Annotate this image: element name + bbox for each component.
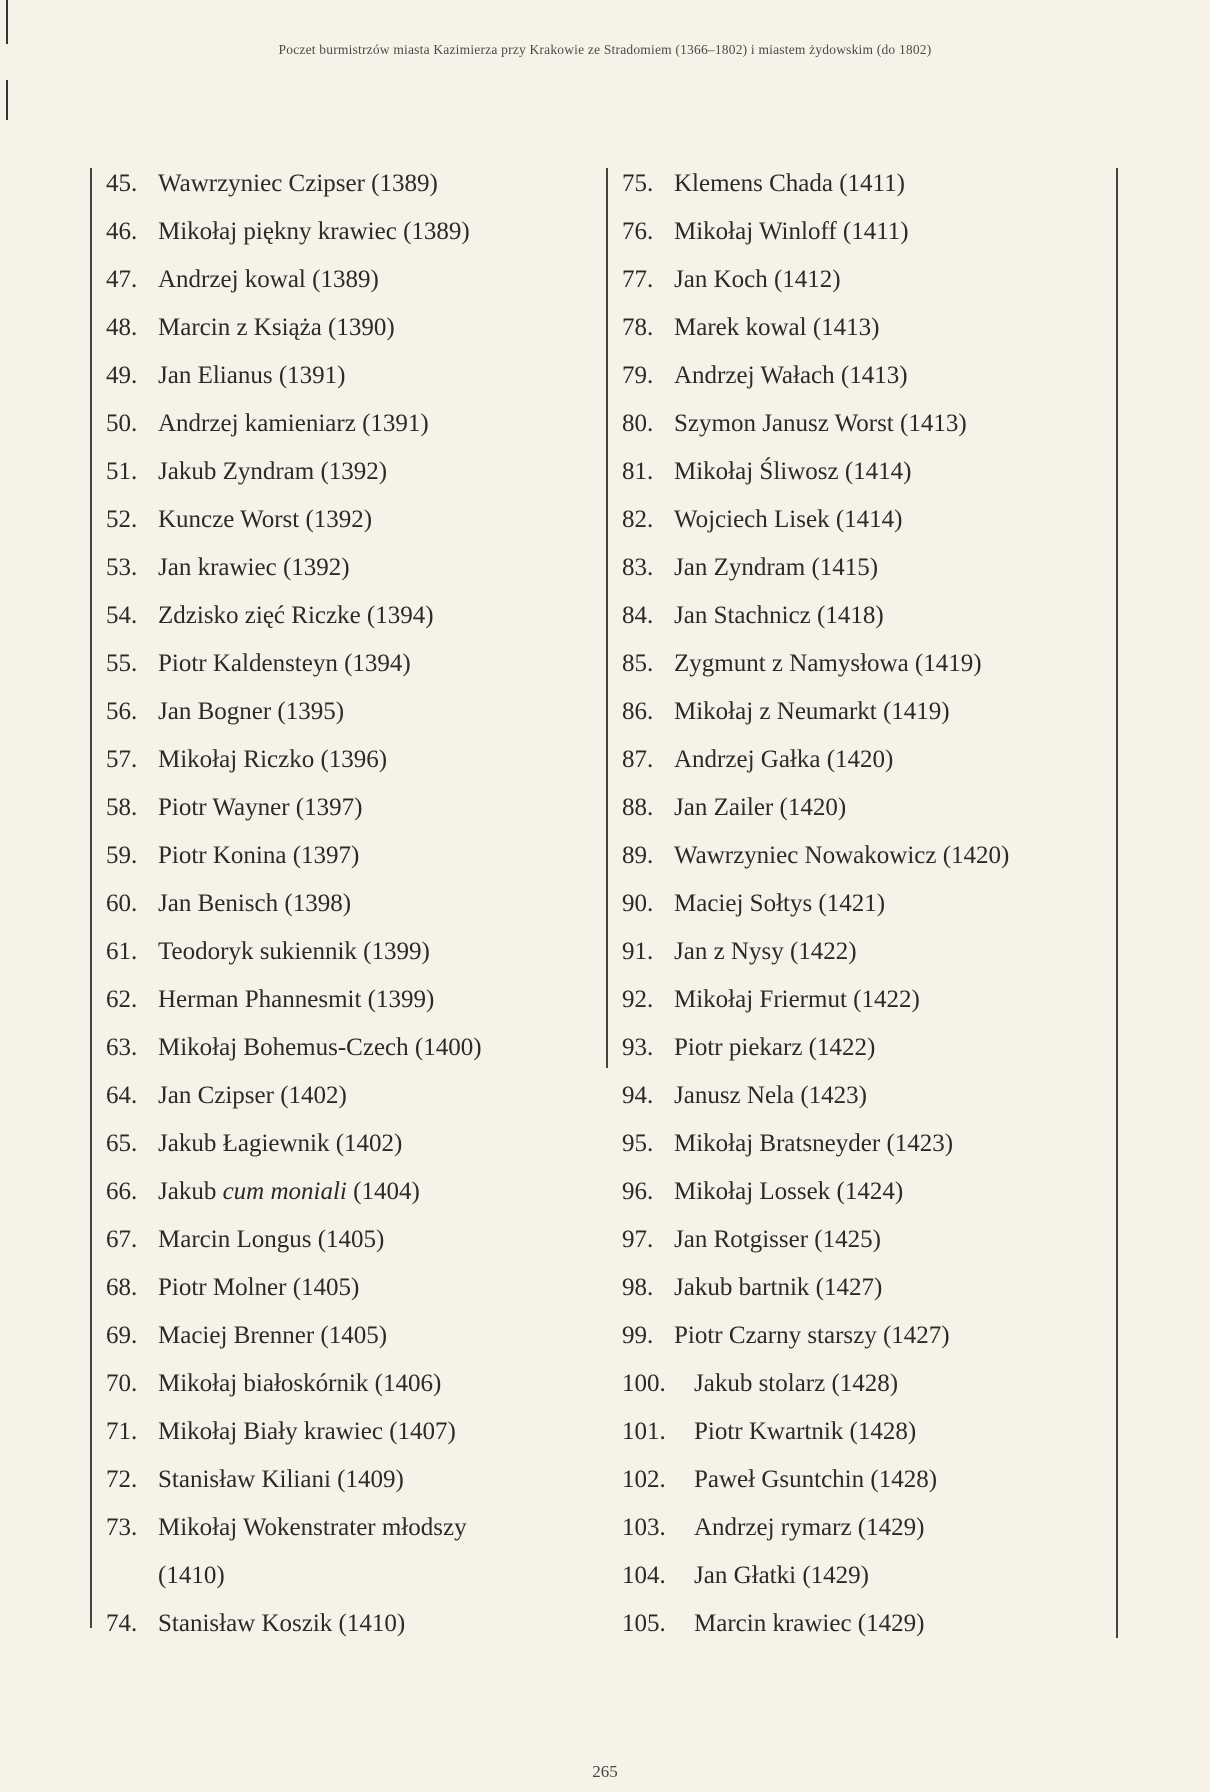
entry-name bbox=[158, 1168, 420, 1216]
list-item bbox=[622, 1360, 1009, 1408]
entry-name: Janusz Nela (1423) bbox=[674, 1082, 867, 1109]
entry-number: 80. bbox=[622, 410, 654, 437]
list-item bbox=[106, 160, 482, 208]
entry-name: Andrzej kamieniarz (1391) bbox=[158, 410, 429, 437]
entry-name-prefix: Jakub bbox=[158, 1178, 223, 1205]
list-item bbox=[622, 256, 1009, 304]
entry-name: Herman Phannesmit (1399) bbox=[158, 986, 435, 1013]
entry-name: Mikołaj Winloff (1411) bbox=[674, 218, 909, 245]
list-item bbox=[106, 1072, 482, 1120]
list-item bbox=[106, 640, 482, 688]
list-item bbox=[622, 160, 1009, 208]
list-item bbox=[106, 592, 482, 640]
list-item bbox=[622, 1312, 1009, 1360]
entry-name: Mikołaj Bohemus-Czech (1400) bbox=[158, 1034, 482, 1061]
column-divider-rule bbox=[606, 168, 608, 1068]
entry-name: Andrzej rymarz (1429) bbox=[694, 1514, 925, 1541]
entry-number: 70. bbox=[106, 1370, 138, 1397]
list-item bbox=[622, 976, 1009, 1024]
entry-name: Jakub bartnik (1427) bbox=[674, 1274, 883, 1301]
list-item bbox=[622, 304, 1009, 352]
list-item bbox=[106, 352, 482, 400]
list-item bbox=[106, 1504, 482, 1552]
entry-number: 85. bbox=[622, 650, 654, 677]
entry-number: 86. bbox=[622, 698, 654, 725]
entry-name: Mikołaj Lossek (1424) bbox=[674, 1178, 904, 1205]
list-item bbox=[106, 208, 482, 256]
list-item bbox=[106, 1264, 482, 1312]
entry-name: Marcin Longus (1405) bbox=[158, 1226, 385, 1253]
entry-name: (1410) bbox=[158, 1562, 225, 1589]
entry-number: 95. bbox=[622, 1130, 654, 1157]
entry-number: 53. bbox=[106, 554, 138, 581]
entry-name: Piotr Czarny starszy (1427) bbox=[674, 1322, 950, 1349]
entry-number: 59. bbox=[106, 842, 138, 869]
running-header: Poczet burmistrzów miasta Kazimierza przy Krakowie ze Stradomiem (1366–1802) i miastem żydowskim (do 1802) bbox=[278, 42, 932, 57]
entry-number: 67. bbox=[106, 1226, 138, 1253]
list-item bbox=[106, 1600, 482, 1648]
right-column-list bbox=[622, 160, 1009, 1648]
list-item bbox=[622, 928, 1009, 976]
entry-number: 69. bbox=[106, 1322, 138, 1349]
entry-name: Jan Elianus (1391) bbox=[158, 362, 346, 389]
entry-number: 50. bbox=[106, 410, 138, 437]
entry-name: Stanisław Koszik (1410) bbox=[158, 1610, 406, 1637]
entry-number: 94. bbox=[622, 1082, 654, 1109]
list-frame bbox=[90, 160, 1118, 1645]
entry-number: 74. bbox=[106, 1610, 138, 1637]
entry-name: Mikołaj z Neumarkt (1419) bbox=[674, 698, 950, 725]
list-item bbox=[106, 832, 482, 880]
entry-name: Wawrzyniec Czipser (1389) bbox=[158, 170, 438, 197]
list-item bbox=[106, 496, 482, 544]
entry-number: 72. bbox=[106, 1466, 138, 1493]
left-margin-rule bbox=[90, 168, 92, 1628]
list-item bbox=[106, 928, 482, 976]
list-item bbox=[106, 304, 482, 352]
entry-name: Jan z Nysy (1422) bbox=[674, 938, 857, 965]
list-item bbox=[622, 1264, 1009, 1312]
entry-name: Mikołaj piękny krawiec (1389) bbox=[158, 218, 470, 245]
entry-number: 93. bbox=[622, 1034, 654, 1061]
entry-number: 54. bbox=[106, 602, 138, 629]
entry-number: 105. bbox=[622, 1610, 666, 1637]
entry-number: 82. bbox=[622, 506, 654, 533]
list-item bbox=[622, 688, 1009, 736]
entry-name: Mikołaj Śliwosz (1414) bbox=[674, 458, 912, 485]
entry-name: Jakub Łagiewnik (1402) bbox=[158, 1130, 403, 1157]
entry-name: Piotr Kwartnik (1428) bbox=[694, 1418, 917, 1445]
entry-name: Jan Stachnicz (1418) bbox=[674, 602, 884, 629]
entry-number: 45. bbox=[106, 170, 138, 197]
page-edge-mark bbox=[6, 0, 8, 44]
list-item bbox=[622, 1456, 1009, 1504]
entry-name: Stanisław Kiliani (1409) bbox=[158, 1466, 404, 1493]
page-edge-mark bbox=[6, 80, 8, 120]
entry-number: 75. bbox=[622, 170, 654, 197]
entry-name: Wawrzyniec Nowakowicz (1420) bbox=[674, 842, 1010, 869]
entry-name: Szymon Janusz Worst (1413) bbox=[674, 410, 967, 437]
entry-number: 46. bbox=[106, 218, 138, 245]
entry-name: Marek kowal (1413) bbox=[674, 314, 880, 341]
entry-name: Jan krawiec (1392) bbox=[158, 554, 350, 581]
list-item bbox=[106, 1120, 482, 1168]
list-item bbox=[622, 1168, 1009, 1216]
entry-name: Piotr Konina (1397) bbox=[158, 842, 360, 869]
list-item bbox=[622, 1120, 1009, 1168]
entry-name: Jakub stolarz (1428) bbox=[694, 1370, 899, 1397]
entry-number: 98. bbox=[622, 1274, 654, 1301]
entry-number: 60. bbox=[106, 890, 138, 917]
entry-number: 91. bbox=[622, 938, 654, 965]
entry-name: Wojciech Lisek (1414) bbox=[674, 506, 903, 533]
list-item bbox=[106, 1408, 482, 1456]
entry-number: 81. bbox=[622, 458, 654, 485]
entry-name: Piotr Wayner (1397) bbox=[158, 794, 363, 821]
list-item bbox=[106, 1024, 482, 1072]
list-item bbox=[622, 640, 1009, 688]
list-item bbox=[622, 544, 1009, 592]
list-item bbox=[622, 496, 1009, 544]
entry-name: Kuncze Worst (1392) bbox=[158, 506, 373, 533]
entry-number: 77. bbox=[622, 266, 654, 293]
list-item bbox=[622, 1504, 1009, 1552]
list-item bbox=[106, 256, 482, 304]
list-item bbox=[106, 688, 482, 736]
page-number: 265 bbox=[592, 1762, 618, 1781]
entry-number: 68. bbox=[106, 1274, 138, 1301]
entry-name: Piotr piekarz (1422) bbox=[674, 1034, 876, 1061]
entry-number: 76. bbox=[622, 218, 654, 245]
entry-name: Andrzej Gałka (1420) bbox=[674, 746, 894, 773]
entry-number: 78. bbox=[622, 314, 654, 341]
list-item bbox=[106, 736, 482, 784]
entry-number: 48. bbox=[106, 314, 138, 341]
list-item bbox=[622, 1600, 1009, 1648]
entry-number: 47. bbox=[106, 266, 138, 293]
entry-name: Jan Czipser (1402) bbox=[158, 1082, 347, 1109]
entry-name: Andrzej Wałach (1413) bbox=[674, 362, 908, 389]
entry-number: 56. bbox=[106, 698, 138, 725]
entry-name: Jakub Zyndram (1392) bbox=[158, 458, 388, 485]
list-item bbox=[622, 400, 1009, 448]
entry-number: 65. bbox=[106, 1130, 138, 1157]
entry-name: Mikołaj Bratsneyder (1423) bbox=[674, 1130, 954, 1157]
entry-number: 63. bbox=[106, 1034, 138, 1061]
entry-number: 55. bbox=[106, 650, 138, 677]
list-item bbox=[622, 832, 1009, 880]
entry-number: 84. bbox=[622, 602, 654, 629]
entry-name: Paweł Gsuntchin (1428) bbox=[694, 1466, 938, 1493]
right-margin-rule bbox=[1116, 168, 1118, 1638]
entry-name: Piotr Kaldensteyn (1394) bbox=[158, 650, 411, 677]
entry-number: 104. bbox=[622, 1562, 666, 1589]
entry-number: 96. bbox=[622, 1178, 654, 1205]
entry-number: 88. bbox=[622, 794, 654, 821]
entry-number: 71. bbox=[106, 1418, 138, 1445]
entry-name-italic: cum moniali bbox=[222, 1178, 347, 1205]
list-item bbox=[622, 352, 1009, 400]
entry-name: Mikołaj Riczko (1396) bbox=[158, 746, 388, 773]
list-item bbox=[106, 1168, 482, 1216]
entry-name: Andrzej kowal (1389) bbox=[158, 266, 379, 293]
entry-name: Jan Zailer (1420) bbox=[674, 794, 847, 821]
entry-number: 57. bbox=[106, 746, 138, 773]
list-item bbox=[106, 448, 482, 496]
entry-name: Mikołaj Wokenstrater młodszy bbox=[158, 1514, 467, 1541]
entry-name: Mikołaj białoskórnik (1406) bbox=[158, 1370, 442, 1397]
list-item bbox=[622, 736, 1009, 784]
list-item bbox=[622, 784, 1009, 832]
entry-name: Jan Rotgisser (1425) bbox=[674, 1226, 881, 1253]
entry-name: Maciej Brenner (1405) bbox=[158, 1322, 388, 1349]
list-item bbox=[106, 976, 482, 1024]
entry-number: 90. bbox=[622, 890, 654, 917]
entry-name: Zygmunt z Namysłowa (1419) bbox=[674, 650, 982, 677]
list-item bbox=[622, 592, 1009, 640]
entry-number: 87. bbox=[622, 746, 654, 773]
entry-number: 62. bbox=[106, 986, 138, 1013]
entry-name: Jan Głatki (1429) bbox=[694, 1562, 869, 1589]
entry-name: Teodoryk sukiennik (1399) bbox=[158, 938, 430, 965]
list-item bbox=[106, 544, 482, 592]
list-item bbox=[622, 448, 1009, 496]
entry-name: Mikołaj Friermut (1422) bbox=[674, 986, 920, 1013]
left-column-list bbox=[106, 160, 482, 1648]
entry-number: 73. bbox=[106, 1514, 138, 1541]
list-item bbox=[106, 1552, 482, 1600]
entry-number: 89. bbox=[622, 842, 654, 869]
entry-name: Jan Bogner (1395) bbox=[158, 698, 345, 725]
list-item bbox=[106, 1216, 482, 1264]
entry-number: 52. bbox=[106, 506, 138, 533]
list-item bbox=[106, 784, 482, 832]
entry-number: 92. bbox=[622, 986, 654, 1013]
list-item bbox=[622, 1552, 1009, 1600]
list-item bbox=[106, 880, 482, 928]
entry-number: 51. bbox=[106, 458, 138, 485]
entry-name: Maciej Sołtys (1421) bbox=[674, 890, 886, 917]
entry-number: 83. bbox=[622, 554, 654, 581]
entry-number: 61. bbox=[106, 938, 138, 965]
list-item bbox=[622, 1024, 1009, 1072]
entry-name: Jan Zyndram (1415) bbox=[674, 554, 879, 581]
entry-name: Marcin krawiec (1429) bbox=[694, 1610, 925, 1637]
entry-name: Mikołaj Biały krawiec (1407) bbox=[158, 1418, 456, 1445]
list-item bbox=[106, 1360, 482, 1408]
entry-name: Zdzisko zięć Riczke (1394) bbox=[158, 602, 434, 629]
list-item bbox=[622, 1072, 1009, 1120]
entry-number: 64. bbox=[106, 1082, 138, 1109]
entry-name: Piotr Molner (1405) bbox=[158, 1274, 360, 1301]
entry-name-suffix: (1404) bbox=[346, 1178, 420, 1205]
list-item bbox=[622, 1408, 1009, 1456]
list-item bbox=[106, 1456, 482, 1504]
entry-name: Marcin z Książa (1390) bbox=[158, 314, 395, 341]
entry-number: 79. bbox=[622, 362, 654, 389]
entry-name: Jan Benisch (1398) bbox=[158, 890, 352, 917]
list-item bbox=[622, 208, 1009, 256]
list-item bbox=[106, 1312, 482, 1360]
entry-number: 103. bbox=[622, 1514, 666, 1541]
entry-number: 66. bbox=[106, 1178, 138, 1205]
list-item bbox=[622, 880, 1009, 928]
entry-number: 99. bbox=[622, 1322, 654, 1349]
entry-number: 97. bbox=[622, 1226, 654, 1253]
entry-name: Klemens Chada (1411) bbox=[674, 170, 905, 197]
entry-name: Jan Koch (1412) bbox=[674, 266, 841, 293]
list-item bbox=[622, 1216, 1009, 1264]
entry-number: 49. bbox=[106, 362, 138, 389]
entry-number: 102. bbox=[622, 1466, 666, 1493]
entry-number: 101. bbox=[622, 1418, 666, 1445]
list-item bbox=[106, 400, 482, 448]
entry-number: 100. bbox=[622, 1370, 666, 1397]
entry-number: 58. bbox=[106, 794, 138, 821]
